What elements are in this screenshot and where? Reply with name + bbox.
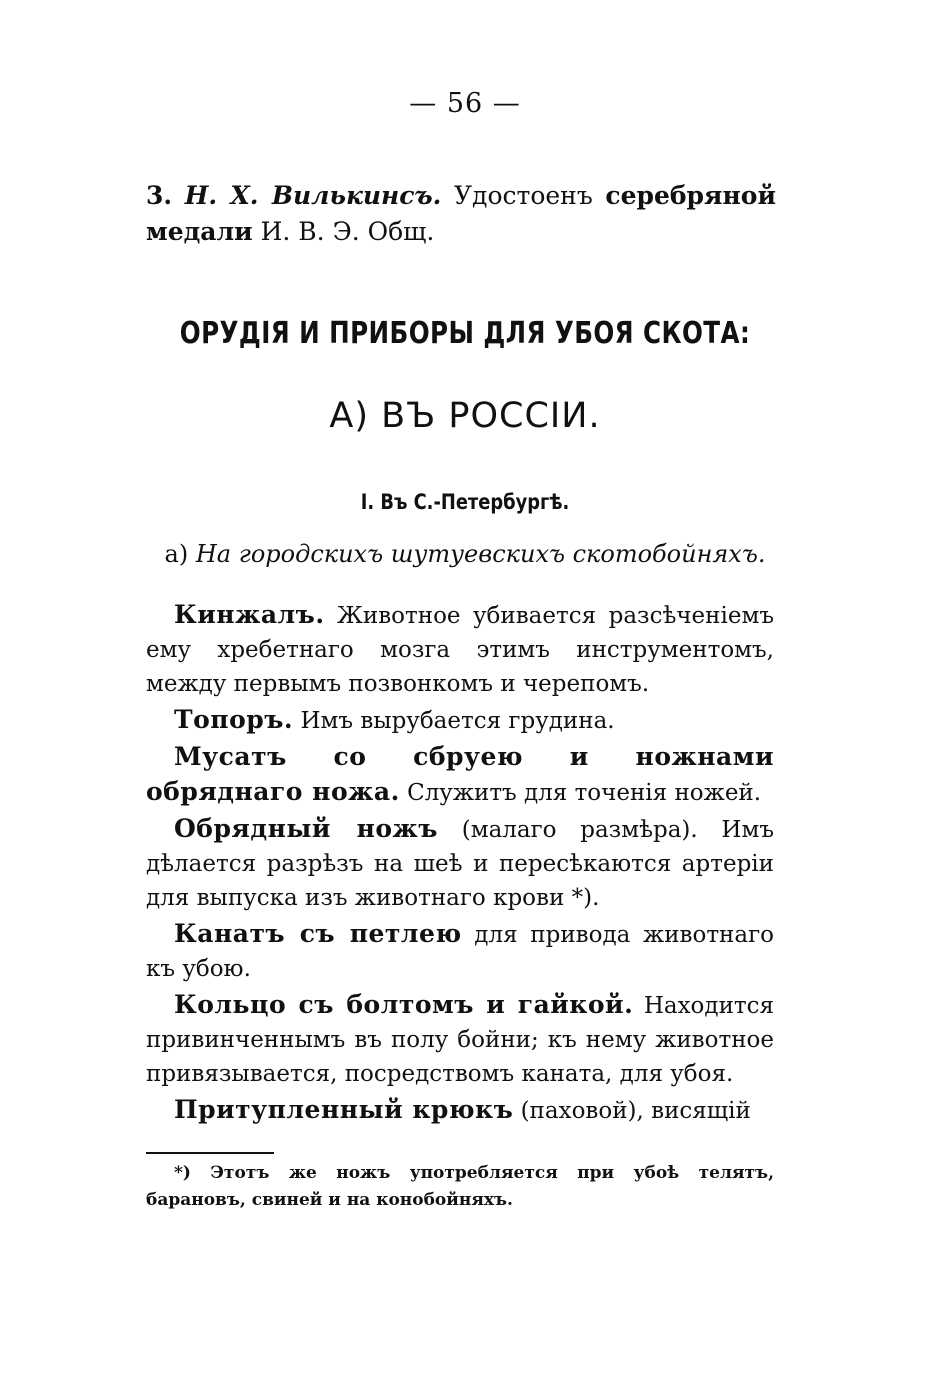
place-title	[0, 540, 930, 568]
item-text: (паховой), висящій	[520, 1098, 751, 1124]
list-item	[146, 1093, 774, 1128]
subsection-title: А) ВЪ РОССІИ.	[329, 396, 601, 436]
item-term: Обрядный ножъ	[174, 814, 438, 843]
item-text: для привода животнаго къ убою.	[146, 922, 775, 982]
award-entry	[146, 178, 776, 250]
city-title: I. Въ С.-Петербургѣ.	[360, 490, 570, 514]
item-term: Мусатъ со сбруею и ножнами обряднаго ножа.	[146, 742, 774, 806]
item-term: Канатъ съ петлею	[174, 919, 462, 948]
item-text: Служитъ для точенія ножей.	[407, 780, 762, 806]
item-term: Кинжалъ.	[174, 600, 325, 629]
list-item	[146, 812, 774, 915]
award-number: 3.	[146, 181, 173, 210]
item-list	[146, 598, 774, 1130]
award-medal: серебряной медали	[146, 181, 777, 246]
place-name: На городскихъ шутуевскихъ скотобойняхъ.	[195, 540, 766, 568]
page-number: — 56 —	[409, 88, 521, 119]
list-item	[146, 917, 774, 986]
footnote-divider	[146, 1152, 274, 1154]
item-term: Кольцо съ болтомъ и гайкой.	[174, 990, 634, 1019]
award-text-before: Удостоенъ	[453, 181, 593, 210]
item-term: Притупленный крюкъ	[174, 1095, 514, 1124]
list-item	[146, 703, 774, 738]
list-item	[146, 598, 774, 701]
place-prefix: а)	[164, 540, 189, 568]
award-name: Н. Х. Вилькинсъ.	[184, 181, 442, 210]
item-text: Находится привинченнымъ въ полу бойни; къ нему животное привязывается, посредствомъ каната, для убоя.	[146, 993, 775, 1087]
footnote: *) Этотъ же ножъ употребляется при убоѣ телятъ, барановъ, свиней и на конобойняхъ.	[146, 1163, 774, 1210]
item-term: Топоръ.	[174, 705, 294, 734]
list-item	[146, 988, 774, 1091]
item-text: Имъ вырубается грудина.	[300, 708, 615, 734]
item-text: Животное убивается разсѣченіемъ ему хребетнаго мозга этимъ инструментомъ, между первымъ позвонкомъ и черепомъ.	[146, 603, 774, 697]
item-text: (малаго размѣра). Имъ дѣлается разрѣзъ на шеѣ и пересѣкаются артеріи для выпуска изъ животнаго крови *).	[146, 817, 774, 911]
section-title: ОРУДІЯ И ПРИБОРЫ ДЛЯ УБОЯ СКОТА:	[179, 316, 751, 351]
list-item	[146, 740, 774, 810]
award-text-after: И. В. Э. Общ.	[260, 217, 435, 246]
